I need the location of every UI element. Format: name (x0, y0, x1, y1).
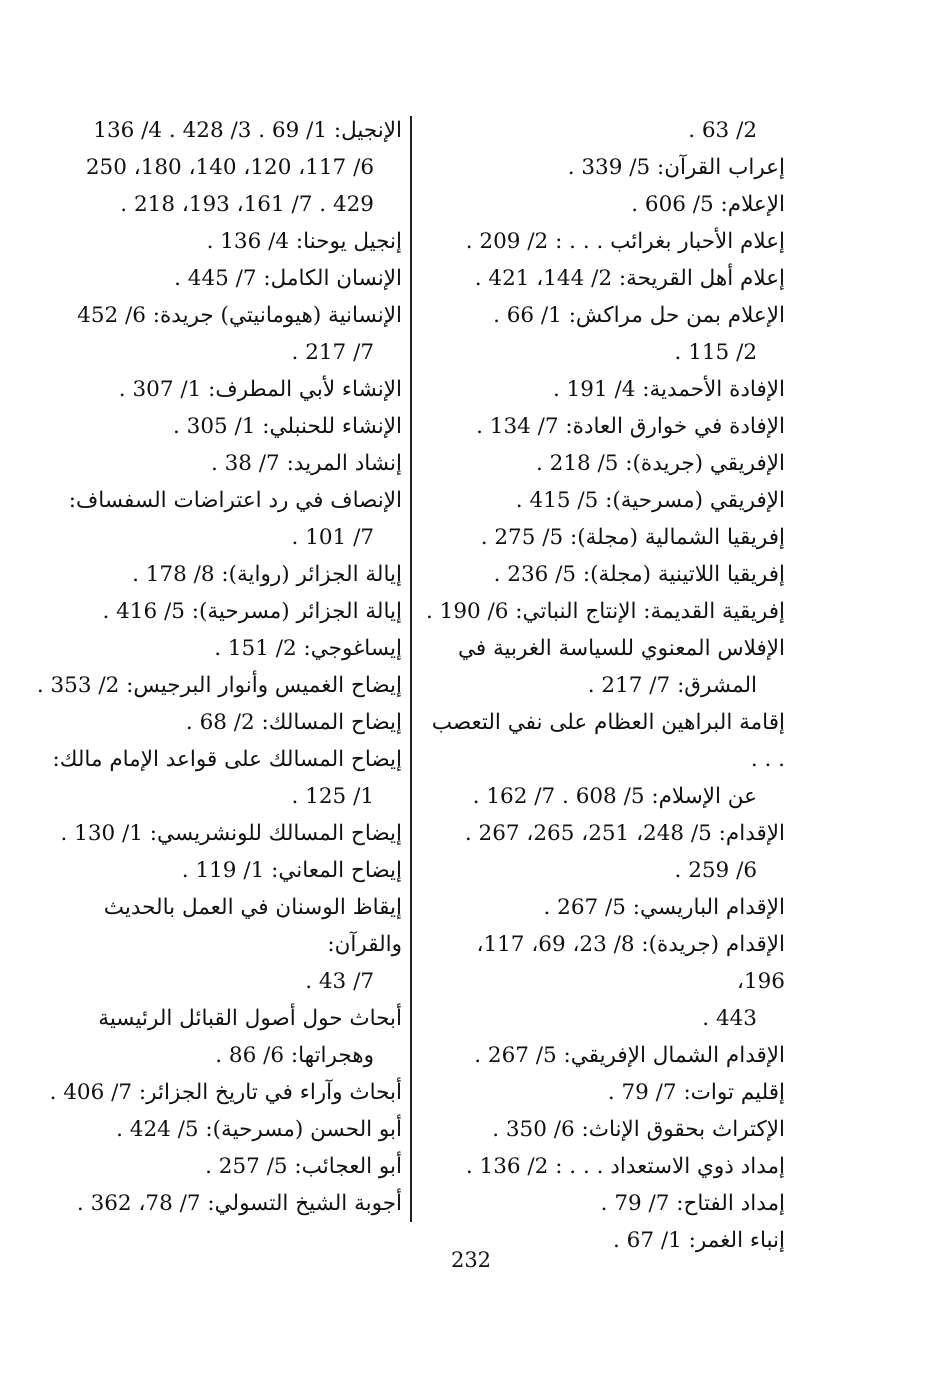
index-entry (28, 1148, 402, 1185)
index-entry (425, 149, 785, 186)
entry-line: إقليم توات: 7/ 79 . (607, 1080, 785, 1105)
entry-line: 7/ 101 . (291, 525, 374, 550)
entry-line: إفريقيا اللاتينية (مجلة): 5/ 236 . (493, 562, 785, 587)
index-entry (425, 630, 785, 704)
index-entry (28, 445, 402, 482)
entry-line: إنجيل يوحنا: 4/ 136 . (206, 229, 402, 254)
index-entry (28, 852, 402, 889)
entry-line: إعلام الأحبار بغرائب . . . : 2/ 209 . (465, 229, 785, 254)
entry-line: الإنشاء للحنبلي: 1/ 305 . (172, 414, 402, 439)
index-entry (425, 1074, 785, 1111)
index-entry (425, 112, 785, 149)
index-entry (425, 926, 785, 1037)
entry-line: الإفادة في خوارق العادة: 7/ 134 . (476, 414, 785, 439)
index-entry (28, 1111, 402, 1148)
index-entry (425, 519, 785, 556)
entry-line: الإفلاس المعنوي للسياسة الغربية في (457, 636, 785, 661)
entry-line: إيالة الجزائر (مسرحية): 5/ 416 . (102, 599, 402, 624)
index-entry (425, 297, 785, 371)
column-divider (410, 116, 412, 1222)
index-entry (425, 445, 785, 482)
entry-line: الإقدام الشمال الإفريقي: 5/ 267 . (474, 1043, 785, 1068)
entry-line: الإقدام (جريدة): 8/ 23، 69، 117، 196، (476, 932, 785, 994)
index-entry (28, 1000, 402, 1074)
entry-line: إمداد الفتاح: 7/ 79 . (600, 1191, 785, 1216)
entry-line: إيقاظ الوسنان في العمل بالحديث والقرآن: (103, 895, 402, 957)
index-entry (28, 223, 402, 260)
entry-line: 7/ 217 . (291, 340, 374, 365)
entry-line: إنباء الغمر: 1/ 67 . (612, 1228, 785, 1253)
entry-line: أبو العجائب: 5/ 257 . (205, 1154, 402, 1179)
entry-line: إيالة الجزائر (رواية): 8/ 178 . (132, 562, 402, 587)
index-entry (28, 630, 402, 667)
entry-line: إمداد ذوي الاستعداد . . . : 2/ 136 . (465, 1154, 785, 1179)
index-entry (425, 482, 785, 519)
index-entry (425, 815, 785, 889)
index-column-left (28, 112, 402, 1222)
entry-line: 7/ 43 . (305, 969, 374, 994)
index-entry (28, 704, 402, 741)
entry-line: 6/ 117، 120، 140، 180، 250 (85, 155, 374, 180)
index-entry (425, 408, 785, 445)
entry-line: أبو الحسن (مسرحية): 5/ 424 . (116, 1117, 402, 1142)
entry-line: إعراب القرآن: 5/ 339 . (567, 155, 785, 180)
entry-line: 2/ 115 . (674, 340, 757, 365)
entry-line: إيضاح المسالك على قواعد الإمام مالك: (52, 747, 402, 772)
page-number: 232 (450, 1248, 492, 1272)
entry-line: الإنسان الكامل: 7/ 445 . (174, 266, 402, 291)
entry-line: الإنجيل: 1/ 69 . 3/ 428 . 4/ 136 (93, 118, 402, 143)
index-entry (425, 1111, 785, 1148)
entry-line: الإنسانية (هيومانيتي) جريدة: 6/ 452 (77, 303, 402, 328)
entry-line: 6/ 259 . (674, 858, 757, 883)
entry-line: الإنشاء لأبي المطرف: 1/ 307 . (118, 377, 402, 402)
index-column-right (425, 112, 785, 1259)
index-entry (425, 1037, 785, 1074)
entry-line: أبحاث حول أصول القبائل الرئيسية (98, 1006, 402, 1031)
index-entry (28, 1074, 402, 1111)
entry-line: إفريقيا الشمالية (مجلة): 5/ 275 . (480, 525, 785, 550)
entry-line: الإنصاف في رد اعتراضات السفساف: (68, 488, 402, 513)
index-entry (425, 556, 785, 593)
entry-line: إيساغوجي: 2/ 151 . (214, 636, 402, 661)
entry-line: الإكتراث بحقوق الإناث: 6/ 350 . (492, 1117, 785, 1142)
entry-line: الإفريقي (جريدة): 5/ 218 . (535, 451, 785, 476)
entry-line: الإفادة الأحمدية: 4/ 191 . (552, 377, 785, 402)
entry-line: إيضاح المعاني: 1/ 119 . (181, 858, 402, 883)
entry-line: 443 . (702, 1006, 757, 1031)
entry-line: المشرق: 7/ 217 . (587, 673, 757, 698)
entry-line: إفريقية القديمة: الإنتاج النباتي: 6/ 190 . (425, 599, 785, 624)
entry-line: إقامة البراهين العظام على نفي التعصب . . . (431, 710, 785, 772)
entry-line: أجوبة الشيخ التسولي: 7/ 78، 362 . (76, 1191, 402, 1216)
index-entry (28, 741, 402, 815)
entry-line: وهجراتها: 6/ 86 . (215, 1043, 374, 1068)
entry-line: 1/ 125 . (291, 784, 374, 809)
index-entry (425, 371, 785, 408)
entry-line: الإقدام: 5/ 248، 251، 265، 267 . (464, 821, 785, 846)
index-entry (28, 889, 402, 1000)
index-entry (28, 593, 402, 630)
index-entry (425, 593, 785, 630)
entry-line: 2/ 63 . (688, 118, 757, 143)
entry-line: الإعلام بمن حل مراكش: 1/ 66 . (493, 303, 785, 328)
index-entry (425, 889, 785, 926)
entry-line: 429 . 7/ 161، 193، 218 . (120, 192, 374, 217)
entry-line: الإعلام: 5/ 606 . (631, 192, 785, 217)
entry-line: إيضاح المسالك للونشريسي: 1/ 130 . (60, 821, 402, 846)
index-entry (425, 1185, 785, 1222)
index-entry (28, 408, 402, 445)
index-entry (425, 186, 785, 223)
entry-line: إيضاح الغميس وأنوار البرجيس: 2/ 353 . (36, 673, 402, 698)
index-entry (425, 223, 785, 260)
entry-line: أبحاث وآراء في تاريخ الجزائر: 7/ 406 . (49, 1080, 402, 1105)
index-entry (28, 482, 402, 556)
index-entry (28, 371, 402, 408)
entry-line: الإقدام الباريسي: 5/ 267 . (543, 895, 785, 920)
index-entry (28, 667, 402, 704)
index-entry (28, 556, 402, 593)
index-entry (28, 1185, 402, 1222)
entry-line: إيضاح المسالك: 2/ 68 . (185, 710, 402, 735)
entry-line: الإفريقي (مسرحية): 5/ 415 . (515, 488, 785, 513)
index-entry (28, 815, 402, 852)
entry-line: إنشاد المريد: 7/ 38 . (210, 451, 402, 476)
index-entry (425, 704, 785, 815)
entry-line: عن الإسلام: 5/ 608 . 7/ 162 . (472, 784, 757, 809)
index-entry (28, 260, 402, 297)
index-entry (425, 260, 785, 297)
index-entry (425, 1148, 785, 1185)
entry-line: إعلام أهل القريحة: 2/ 144، 421 . (474, 266, 785, 291)
index-entry (28, 297, 402, 371)
index-entry (28, 112, 402, 223)
